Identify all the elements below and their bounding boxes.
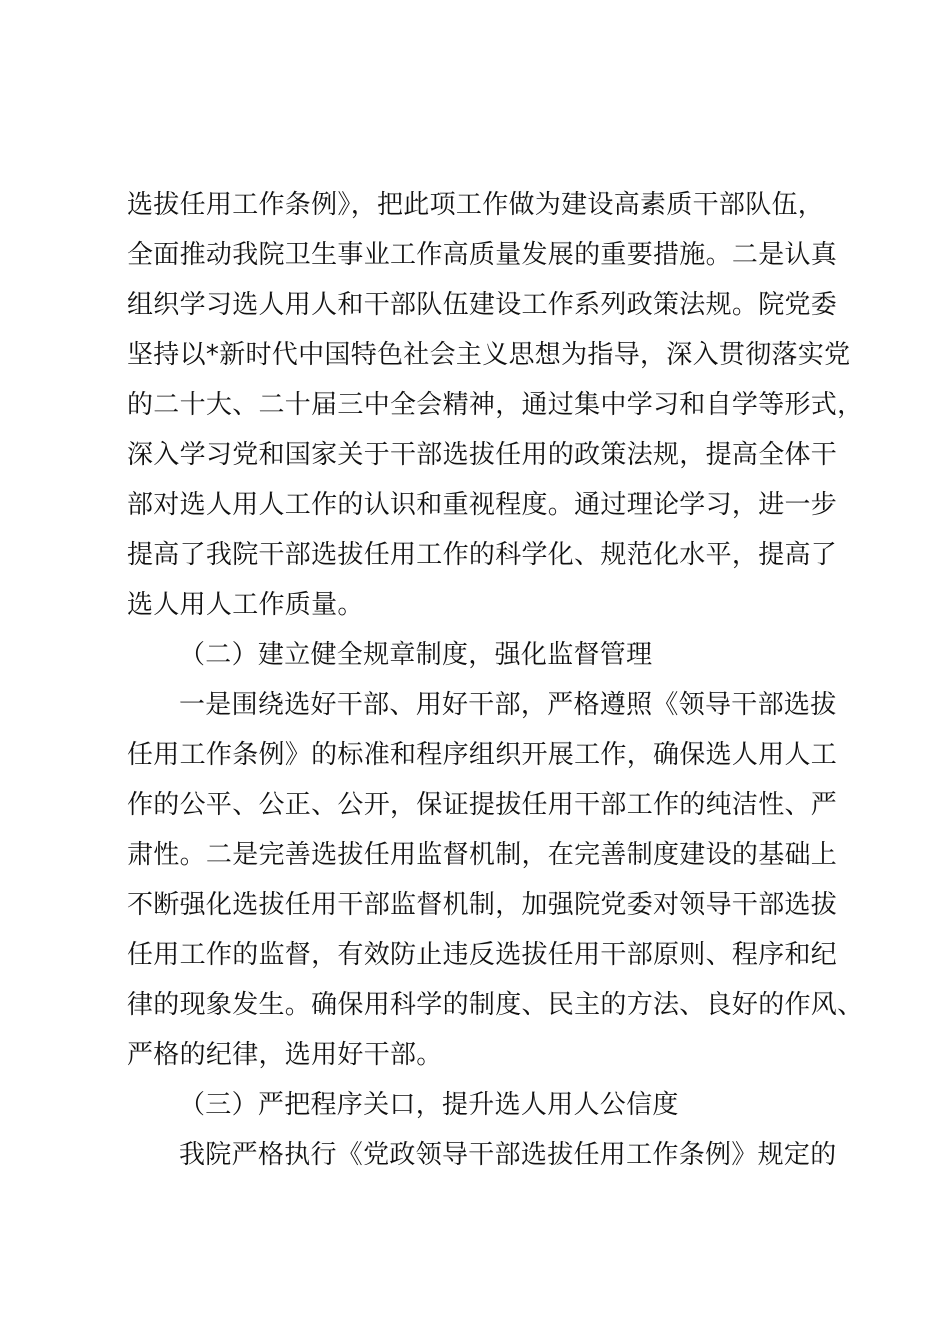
paragraph-line-17: 严格的纪律，选用好干部。: [127, 1040, 443, 1070]
paragraph-line-4: 坚持以*新时代中国特色社会主义思想为指导，深入贯彻落实党: [127, 340, 851, 370]
paragraph-line-3: 组织学习选人用人和干部队伍建设工作系列政策法规。院党委: [127, 290, 838, 320]
paragraph-line-1: 选拔任用工作条例》，把此项工作做为建设高素质干部队伍，: [127, 190, 825, 220]
section-heading-3: （三）严把程序关口，提升选人用人公信度: [179, 1090, 679, 1120]
paragraph-line-5: 的二十大、二十届三中全会精神，通过集中学习和自学等形式，: [127, 390, 864, 420]
paragraph-line-10: 一是围绕选好干部、用好干部，严格遵照《领导干部选拔: [179, 690, 837, 720]
paragraph-line-18: 我院严格执行《党政领导干部选拔任用工作条例》规定的: [179, 1140, 837, 1170]
paragraph-line-9: 选人用人工作质量。: [127, 590, 364, 620]
paragraph-line-2: 全面推动我院卫生事业工作高质量发展的重要措施。二是认真: [127, 240, 838, 270]
paragraph-line-15: 任用工作的监督，有效防止违反选拔任用干部原则、程序和纪: [127, 940, 838, 970]
section-heading-2: （二）建立健全规章制度，强化监督管理: [179, 640, 653, 670]
paragraph-line-11: 任用工作条例》的标准和程序组织开展工作，确保选人用人工: [127, 740, 838, 770]
paragraph-line-14: 不断强化选拔任用干部监督机制，加强院党委对领导干部选拔: [127, 890, 838, 920]
paragraph-line-12: 作的公平、公正、公开，保证提拔任用干部工作的纯洁性、严: [127, 790, 838, 820]
paragraph-line-8: 提高了我院干部选拔任用工作的科学化、规范化水平，提高了: [127, 540, 838, 570]
paragraph-line-13: 肃性。二是完善选拔任用监督机制，在完善制度建设的基础上: [127, 840, 838, 870]
paragraph-line-6: 深入学习党和国家关于干部选拔任用的政策法规，提高全体干: [127, 440, 838, 470]
document-body: [127, 180, 864, 1180]
paragraph-line-16: 律的现象发生。确保用科学的制度、民主的方法、良好的作风、: [127, 990, 864, 1020]
paragraph-line-7: 部对选人用人工作的认识和重视程度。通过理论学习，进一步: [127, 490, 838, 520]
